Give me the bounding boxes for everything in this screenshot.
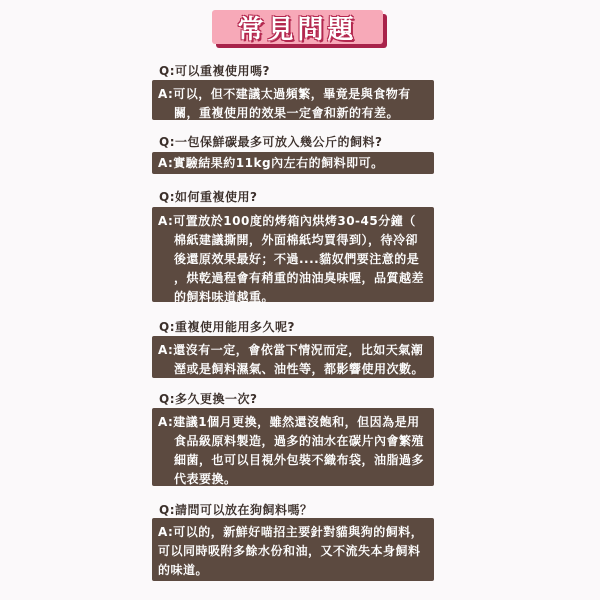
answer-line: A:還沒有一定，會依當下情況而定，比如天氣潮 [158, 343, 424, 357]
faq-answer [152, 207, 434, 302]
answer-line: ，烘乾過程會有稍重的油油臭味喔，品質越差 [174, 271, 425, 285]
answer-line: A:可置放於100度的烤箱內烘烤30-45分鐘（ [158, 214, 416, 228]
faq-question: Q:請問可以放在狗飼料嗎？ [159, 503, 313, 517]
answer-line: 的味道。 [158, 563, 209, 577]
answer-line: A:實驗結果約11kg內左右的飼料即可。 [158, 156, 384, 170]
faq-question: Q:如何重複使用? [159, 190, 258, 204]
faq-answer [152, 336, 434, 378]
page-title-banner [212, 10, 387, 48]
faq-question: Q:多久更換一次? [159, 392, 258, 406]
faq-answer [152, 408, 434, 486]
answer-line: 溼或是飼料濕氣、油性等，都影響使用次數。 [174, 362, 425, 376]
faq-question: Q:一包保鮮碳最多可放入幾公斤的飼料? [159, 135, 383, 149]
faq-answer [152, 518, 434, 581]
answer-line: 代表要換。 [174, 472, 237, 486]
answer-line: 細菌，也可以目視外包裝不織布袋，油脂過多 [174, 453, 425, 467]
faq-question: Q:可以重複使用嗎? [159, 64, 270, 78]
answer-line: A:可以，但不建議太過頻繁，畢竟是與食物有 [158, 87, 411, 101]
answer-line: 的飼料味道越重。 [174, 290, 275, 304]
answer-line: A:可以的，新鮮好喵招主要針對貓與狗的飼料， [158, 525, 424, 539]
page-title: 常見問題 [212, 10, 383, 44]
faq-question: Q:重複使用能用多久呢? [159, 320, 295, 334]
faq-answer [152, 80, 434, 120]
answer-line: 後還原效果最好；不過....貓奴們要注意的是 [174, 252, 420, 266]
answer-line: 可以同時吸附多餘水份和油，又不流失本身飼料 [158, 544, 421, 558]
answer-line: 關，重複使用的效果一定會和新的有差。 [174, 106, 400, 120]
answer-line: 食品級原料製造，過多的油水在碳片內會繁殖 [174, 434, 425, 448]
answer-line: A:建議1個月更換，雖然還沒飽和，但因為是用 [158, 415, 420, 429]
answer-line: 棉紙建議撕開，外面棉紙均買得到），待冷卻 [174, 233, 419, 247]
faq-answer [152, 152, 434, 174]
